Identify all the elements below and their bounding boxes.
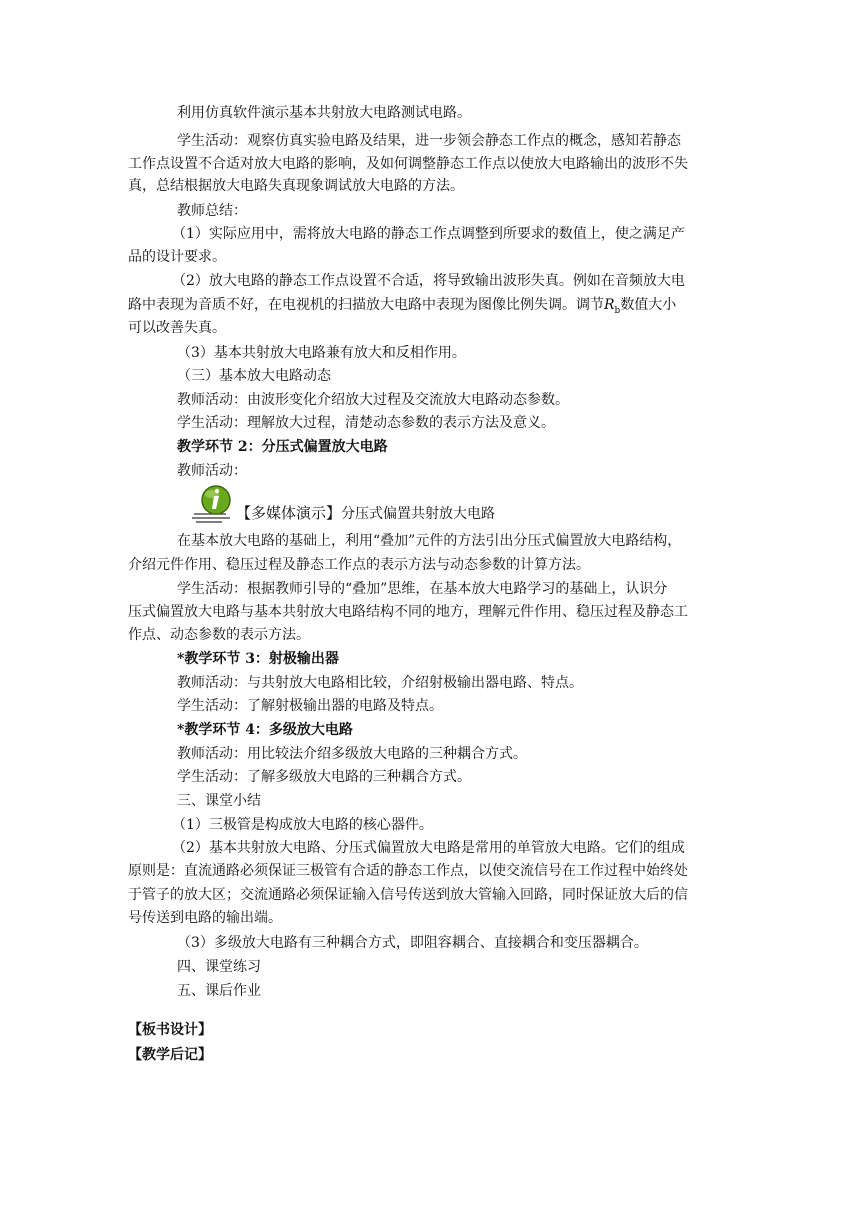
info-icon [190, 482, 234, 526]
paragraph-line: 学生活动：理解放大过程，清楚动态参数的表示方法及意义。 [177, 415, 555, 431]
paragraph-line: 可以改善失真。 [128, 320, 226, 336]
paragraph-line: 号传送到电路的输出端。 [128, 910, 282, 926]
paragraph-line: 教师活动： [177, 463, 247, 479]
paragraph-line: 学生活动：根据教师引导的“叠加”思维，在基本放大电路学习的基础上，认识分 [177, 581, 668, 597]
multimedia-banner [190, 482, 590, 526]
paragraph-line: 介绍元件作用、稳压过程及静态工作点的表示方法与动态参数的计算方法。 [128, 557, 590, 573]
multimedia-subtitle: 分压式偏置共射放大电路 [341, 506, 496, 522]
paragraph-line: （3）多级放大电路有三种耦合方式，即阻容耦合、直接耦合和变压器耦合。 [177, 935, 648, 951]
paragraph-line: 作点、动态参数的表示方法。 [128, 627, 310, 643]
paragraph-line: （2）基本共射放大电路、分压式偏置放大电路是常用的单管放大电路。它们的组成 [172, 840, 685, 856]
paragraph-line: （2）放大电路的静态工作点设置不合适，将导致输出波形失真。例如在音频放大电 [172, 273, 685, 289]
paragraph-line: 工作点设置不合适对放大电路的影响，及如何调整静态工作点以使放大电路输出的波形不失 [128, 156, 688, 172]
paragraph-line: 教师活动：由波形变化介绍放大过程及交流放大电路动态参数。 [177, 392, 569, 408]
section-heading: 四、课堂练习 [177, 959, 261, 975]
paragraph-line: 教师活动：与共射放大电路相比较，介绍射极输出器电路、特点。 [177, 675, 583, 691]
resistor-symbol: $R_b$ [604, 297, 621, 316]
paragraph-text: 路中表现为音质不好，在电视机的扫描放大电路中表现为图像比例失调。调节 [128, 297, 604, 313]
multimedia-label: 【多媒体演示】 [236, 504, 342, 522]
paragraph-line: 利用仿真软件演示基本共射放大电路测试电路。 [177, 105, 471, 121]
paragraph-line [128, 295, 748, 321]
paragraph-line: 学生活动：了解多级放大电路的三种耦合方式。 [177, 769, 471, 785]
teaching-notes-heading: 【教学后记】 [128, 1047, 212, 1063]
paragraph-line: 压式偏置放大电路与基本共射放大电路结构不同的地方，理解元件作用、稳压过程及静态工 [128, 604, 688, 620]
teaching-step-heading: *教学环节 4：多级放大电路 [177, 722, 353, 738]
teaching-step-heading: 教学环节 2：分压式偏置放大电路 [177, 439, 388, 455]
teaching-step-heading: *教学环节 3：射极输出器 [177, 651, 339, 667]
multimedia-title [236, 502, 495, 523]
board-design-heading: 【板书设计】 [128, 1022, 212, 1038]
paragraph-line: （1）实际应用中，需将放大电路的静态工作点调整到所要求的数值上，使之满足产 [172, 226, 685, 242]
paragraph-line: 教师总结： [177, 203, 247, 219]
paragraph-line: 于管子的放大区；交流通路必须保证输入信号传送到放大管输入回路，同时保证放大后的信 [128, 887, 688, 903]
paragraph-line: 学生活动：观察仿真实验电路及结果，进一步领会静态工作点的概念，感知若静态 [177, 133, 681, 149]
paragraph-line: 真，总结根据放大电路失真现象调试放大电路的方法。 [128, 178, 464, 194]
section-heading: （三）基本放大电路动态 [177, 368, 331, 384]
paragraph-text: 数值大小 [620, 297, 677, 313]
paragraph-line: （1）三极管是构成放大电路的核心器件。 [172, 817, 433, 833]
paragraph-line: 原则是：直流通路必须保证三极管有合适的静态工作点，以使交流信号在工作过程中始终处 [128, 863, 688, 879]
section-heading: 五、课后作业 [177, 983, 261, 999]
paragraph-line: 教师活动：用比较法介绍多级放大电路的三种耦合方式。 [177, 746, 527, 762]
paragraph-line: 品的设计要求。 [128, 249, 226, 265]
paragraph-line: 在基本放大电路的基础上，利用“叠加”元件的方法引出分压式偏置放大电路结构， [177, 533, 682, 549]
paragraph-line: 学生活动：了解射极输出器的电路及特点。 [177, 698, 443, 714]
section-heading: 三、课堂小结 [177, 793, 261, 809]
paragraph-line: （3）基本共射放大电路兼有放大和反相作用。 [177, 345, 466, 361]
